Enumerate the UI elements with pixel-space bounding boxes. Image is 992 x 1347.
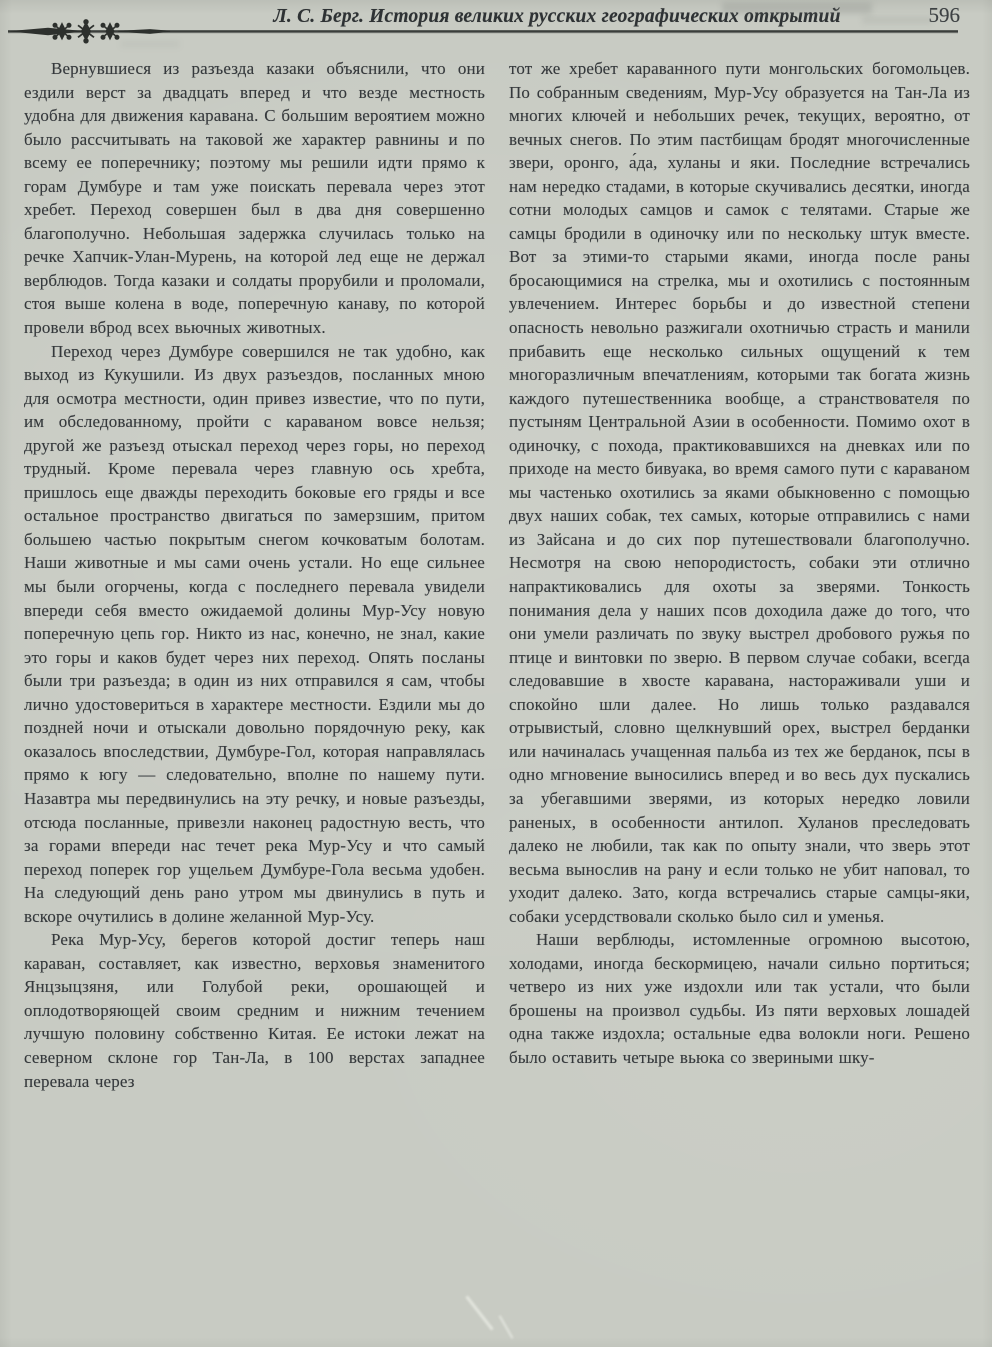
- scan-bleedthrough-artifact: [120, 40, 180, 48]
- body-paragraph: Вернувшиеся из разъезда казаки объяснили, что они ездили верст за двадцать вперед и что везде местность удобна для движения каравана. С большим вероятием можно было рассчитывать на таковой же характер равнины и по всему ее поперечнику; поэтому мы решили идти прямо к горам Думбуре и там уже поискать перевала через этот хребет. Переход совершен был в два дня совершенно благополучно. Небольшая задержка случилась только на речке Хапчик-Улан-Мурень, на которой лед еще не держал верблюдов. Тогда казаки и солдаты прорубили и проломали, стоя выше колена в воде, поперечную канаву, по которой провели вброд всех вьючных животных.: [24, 59, 485, 338]
- body-paragraph: Наши верблюды, истомленные огромною высотою, холодами, иногда бескормицею, начали сильно портиться; четверо из них уже издохли или так устали, что были брошены на произвол судьбы. Из пяти верховых лошадей одна также издохла; остальные едва волокли ноги. Решено было оставить четыре вьюка со звериными шку-: [509, 930, 970, 1067]
- right-column: [509, 57, 970, 1347]
- text-columns: [24, 57, 970, 1347]
- scan-bleedthrough-artifact: [862, 16, 932, 24]
- page-title: Л. С. Берг. История великих русских географических открытий: [273, 6, 841, 27]
- body-paragraph: Переход через Думбуре совершился не так удобно, как выход из Кукушили. Из двух разъездов, посланных мною для осмотра местности, один привез известие, что по пути, им обследованному, пройти с караваном вовсе нельзя; другой же разъезд отыскал переход через горы, но переход трудный. Кроме перевала через главную ось хребта, пришлось еще дважды переходить боковые его гряды и все остальное пространство двигаться по замерзшим, притом большею частью покрытым снегом кочковатым болотам. Наши животные и мы сами очень устали. Но еще сильнее мы были огорчены, когда с последнего перевала увидели впереди себя вместо ожидаемой долины Мур-Усу новую поперечную цепь гор. Никто из нас, конечно, не знал, какие это горы и каков будет через них переход. Опять посланы были три разъезда; в один из них отправился я сам, чтобы лично удостовериться в характере местности. Ездили мы до поздней ночи и отыскали довольно порядочную реку, как оказалось впоследствии, Думбуре-Гол, которая направлялась прямо к югу — следовательно, вполне по нашему пути. Назавтра мы передвинулись на эту речку, и новые разъезды, отсюда посланные, привезли наконец радостную весть, что за горами впереди нас течет река Мур-Усу и что самый переход поперек гор ущельем Думбуре-Гола весьма удобен. На следующий день рано утром мы двинулись в путь и вскоре очутились в долине желанной Мур-Усу.: [24, 341, 485, 926]
- scan-bleedthrough-artifact: [722, 2, 872, 14]
- left-column: [24, 57, 485, 1347]
- page-number: 596: [928, 3, 960, 27]
- body-paragraph: тот же хребет караванного пути монгольских богомольцев. По собранным сведениям, Мур-Усу образуется на Тан-Ла из многих ключей и небольших речек, текущих, вероятно, от вечных снегов. По этим пастбищам бродят многочисленные звери, оронго, а́да, хуланы и яки. Последние встречались нам нередко стадами, в которые скучивались десятки, иногда сотни молодых самцов и самок с телятами. Старые же самцы бродили в одиночку или по нескольку штук вместе. Вот за этими-то старыми яками, иногда после раны бросающимися на стрелка, мы и охотились с постоянным увлечением. Интерес борьбы и до известной степени опасность невольно разжигали охотничью страсть и манили прибавить еще несколько сильных ощущений к тем многоразличным впечатлениям, которыми так богата жизнь каждого путешественника вообще, а странствователя по пустыням Центральной Азии в особенности. Помимо охот в одиночку, с похода, практиковавшихся на дневках или по приходе на место бивуака, во время самого пути с караваном мы частенько охотились за яками обыкновенно с помощью двух наших собак, тех самых, которые отправились с нами из Зайсана и до сих пор путешествовали благополучно. Несмотря на свою непородистость, собаки эти отлично напрактиковались для охоты за зверями. Тонкость понимания дела у наших псов доходила даже до того, что они умели различать по звуку выстрел дробового ружья по птице и винтовки по зверю. В первом случае собаки, всегда следовавшие в хвосте каравана, настораживали уши и спокойно шли далее. Но лишь только раздавался отрывистый, словно щелкнувший орех, выстрел берданки или начиналась учащенная пальба из тех же берданок, псы в одно мгновение выносились вперед и во весь дух пускались за убегавшими зверями, из которых нередко ловили раненых, в особенности антилоп. Хуланов преследовать далеко не любили, так как по опыту знали, что зверь этот весьма вынослив на рану и если только не убит наповал, то уходит далеко. Зато, когда встречались старые самцы-яки, собаки усердствовали сколько было сил и уменья.: [509, 59, 970, 926]
- body-paragraph: Река Мур-Усу, берегов которой достиг теперь наш караван, составляет, как известно, верховья знаменитого Янцзыцзяня, или Голубой реки, орошающей и оплодотворяющей своим средним и нижним течением лучшую половину собственно Китая. Ее истоки лежат на северном склоне гор Тан-Ла, в 100 верстах западнее перевала через: [24, 930, 485, 1091]
